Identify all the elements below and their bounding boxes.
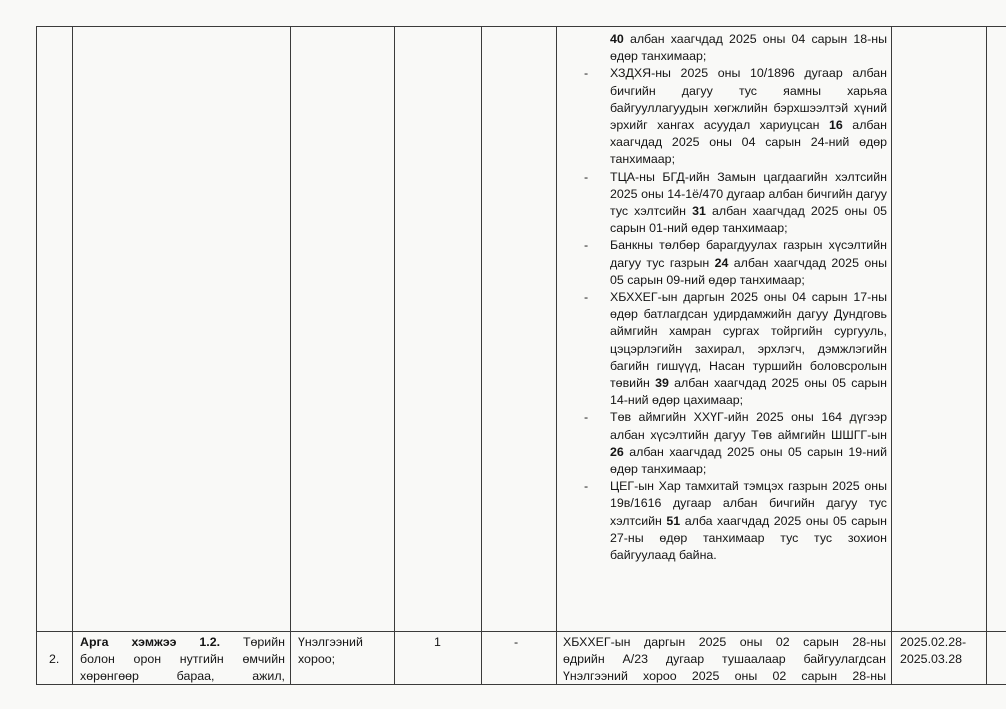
column-border bbox=[556, 26, 557, 685]
column-border bbox=[986, 26, 987, 685]
measure-line bbox=[80, 651, 285, 668]
text-segment: хөрөнгөөр бараа, ажил, bbox=[80, 669, 285, 683]
list-item bbox=[583, 289, 887, 409]
text-segment: ХБХХЕГ-ын даргын 2025 оны 04 сарын 17-ны өдөр батлагдсан удирдамжийн дагуу Дундговь аймгийн хамран сургах тойргийн сургууль, цэцэрлэгийн захирал, эрхлэгч, дэмжлэгийн багийн гишүүд, Насан туршийн боловсролын төвийн bbox=[610, 290, 887, 391]
text-segment: албан хаагчдад 2025 оны 05 сарын 01-ний өдөр танхимаар; bbox=[610, 204, 888, 236]
measure-line bbox=[80, 668, 285, 685]
text-segment: Банкны төлбөр барагдуулах газрын хүсэлтийн дагуу тус газрын bbox=[610, 238, 887, 270]
text-segment: алба хаагчдад 2025 оны 05 сарын 27-ны өдөр танхимаар тус тус зохион байгуулаад байна. bbox=[610, 513, 887, 563]
list-item bbox=[583, 478, 887, 564]
bold-count: 24 bbox=[714, 255, 729, 270]
row-divider bbox=[36, 631, 1006, 632]
date-line: 2025.03.28 bbox=[900, 652, 963, 666]
result-line: Үнэлгээний хороо 2025 оны 02 сарын 28-ны bbox=[563, 669, 886, 683]
list-item bbox=[583, 65, 887, 168]
measure-line bbox=[80, 634, 285, 651]
responsible-cell bbox=[298, 634, 363, 668]
list-item bbox=[583, 409, 887, 478]
text-segment: ХЗДХЯ-ны 2025 оны 10/1896 дугаар албан бичгийн дагуу тус яамны харьяа байгууллагуудын хөгжлийн бэрхшээлтэй хүний эрхийг хангах асуудал хариуцсан bbox=[610, 66, 887, 133]
text-segment: албан хаагчдад 2025 оны 05 сарын 14-ний өдөр цахимаар; bbox=[610, 376, 887, 408]
result-line: өдрийн А/23 дугаар тушаалаар байгуулагдсан bbox=[563, 652, 886, 666]
responsible-line: Үнэлгээний bbox=[298, 635, 363, 649]
measure-cell bbox=[80, 634, 285, 685]
bold-count: 31 bbox=[692, 204, 706, 219]
text-segment: албан хаагчдад 2025 оны 04 сарын 18-ны өдөр танхимаар; bbox=[610, 32, 887, 64]
text-segment: ТЦА-ны БГД-ийн Замын цагдаагийн хэлтсийн 2025 оны 14-1ё/470 дугаар албан бичгийн дагуу тус хэлтсийн bbox=[610, 169, 887, 219]
date-line: 2025.02.28- bbox=[900, 635, 967, 649]
column-border bbox=[36, 26, 37, 685]
column-border bbox=[72, 26, 73, 685]
text-segment: болон орон нутгийн өмчийн bbox=[80, 652, 285, 666]
text-segment: албан хаагчдад 2025 оны 05 сарын 09-ний өдөр танхимаар; bbox=[610, 255, 887, 287]
text-segment: Төрийн bbox=[220, 635, 285, 649]
text-segment: ЦЕГ-ын Хар тамхитай тэмцэх газрын 2025 оны 19в/1616 дугаар албан бичгийн дагуу тус хэлтсийн bbox=[610, 479, 887, 528]
dash-cell: - bbox=[514, 635, 519, 649]
bold-count: 16 bbox=[829, 118, 843, 133]
column-border bbox=[891, 26, 892, 685]
list-item bbox=[583, 237, 887, 289]
activity-list bbox=[583, 31, 887, 564]
bold-count: 26 bbox=[610, 444, 624, 459]
result-line: ХБХХЕГ-ын даргын 2025 оны 02 сарын 28-ны bbox=[563, 635, 886, 649]
column-border bbox=[394, 26, 395, 685]
text-segment: албан хаагчдад 2025 оны 05 сарын 19-ний өдөр танхимаар; bbox=[610, 444, 887, 477]
table-top-border bbox=[36, 26, 1006, 27]
responsible-line: хороо; bbox=[298, 652, 336, 666]
result-cell bbox=[563, 634, 886, 685]
column-border bbox=[481, 26, 482, 685]
list-item bbox=[583, 31, 887, 65]
text-segment: Төв аймгийн ХХҮГ-ийн 2025 оны 164 дүгээр албан хүсэлтийн дагуу Төв аймгийн ШШГГ-ын bbox=[610, 410, 887, 442]
date-cell bbox=[900, 634, 966, 668]
column-border bbox=[290, 26, 291, 685]
text-segment: албан хаагчдад 2025 оны 04 сарын 24-ний өдөр танхимаар; bbox=[610, 118, 887, 167]
bold-count: 39 bbox=[655, 376, 669, 391]
row-number: 2. bbox=[49, 652, 60, 666]
bold-count: 40 bbox=[610, 32, 624, 46]
list-item bbox=[583, 169, 887, 238]
bold-count: 51 bbox=[666, 513, 681, 528]
quantity-cell: 1 bbox=[434, 635, 441, 649]
bold-count: Арга хэмжээ 1.2. bbox=[80, 635, 221, 649]
